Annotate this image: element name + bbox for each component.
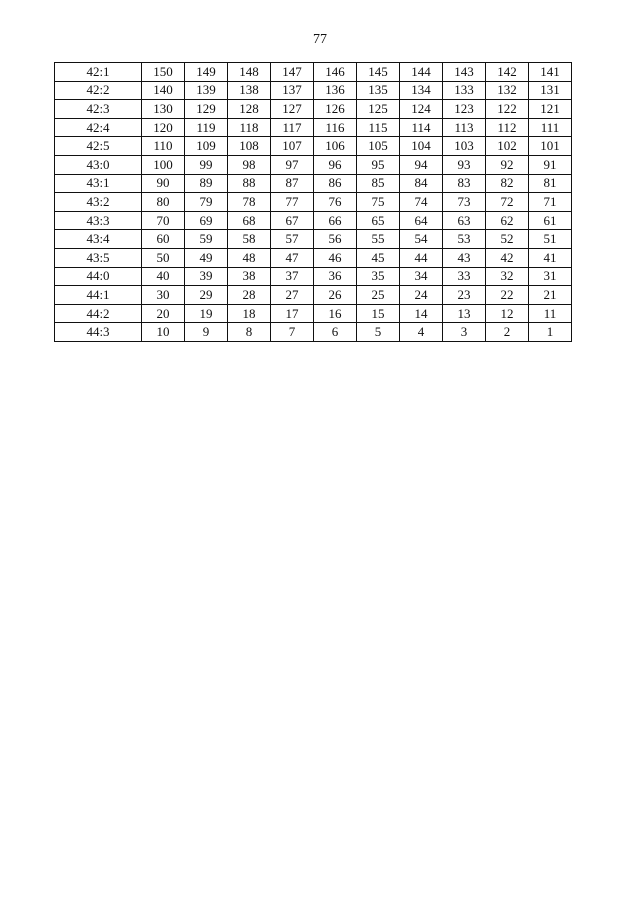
table-cell: 62 <box>486 211 529 230</box>
row-label-cell: 44:0 <box>55 267 142 286</box>
table-cell: 21 <box>529 286 572 305</box>
table-cell: 60 <box>142 230 185 249</box>
table-row <box>55 193 572 212</box>
table-cell: 24 <box>400 286 443 305</box>
row-label-cell: 43:5 <box>55 248 142 267</box>
table-cell: 76 <box>314 193 357 212</box>
table-cell: 131 <box>529 81 572 100</box>
table-cell: 50 <box>142 248 185 267</box>
table-cell: 101 <box>529 137 572 156</box>
row-label-cell: 42:4 <box>55 118 142 137</box>
table-cell: 87 <box>271 174 314 193</box>
table-cell: 83 <box>443 174 486 193</box>
table-cell: 49 <box>185 248 228 267</box>
table-cell: 64 <box>400 211 443 230</box>
table-cell: 8 <box>228 323 271 342</box>
table-cell: 4 <box>400 323 443 342</box>
table-cell: 25 <box>357 286 400 305</box>
table-cell: 128 <box>228 100 271 119</box>
row-label-cell: 42:3 <box>55 100 142 119</box>
table-cell: 82 <box>486 174 529 193</box>
table-cell: 19 <box>185 304 228 323</box>
table-cell: 80 <box>142 193 185 212</box>
table-cell: 147 <box>271 63 314 82</box>
table-cell: 12 <box>486 304 529 323</box>
table-cell: 115 <box>357 118 400 137</box>
table-cell: 30 <box>142 286 185 305</box>
table-cell: 63 <box>443 211 486 230</box>
table-cell: 112 <box>486 118 529 137</box>
table-cell: 46 <box>314 248 357 267</box>
table-row <box>55 137 572 156</box>
table-cell: 39 <box>185 267 228 286</box>
table-cell: 66 <box>314 211 357 230</box>
table-row <box>55 118 572 137</box>
table-cell: 150 <box>142 63 185 82</box>
table-cell: 121 <box>529 100 572 119</box>
row-label-cell: 43:4 <box>55 230 142 249</box>
table-row <box>55 100 572 119</box>
table-cell: 38 <box>228 267 271 286</box>
table-cell: 16 <box>314 304 357 323</box>
row-label-cell: 44:3 <box>55 323 142 342</box>
table-cell: 146 <box>314 63 357 82</box>
table-cell: 113 <box>443 118 486 137</box>
table-cell: 3 <box>443 323 486 342</box>
table-cell: 81 <box>529 174 572 193</box>
table-cell: 77 <box>271 193 314 212</box>
table-row <box>55 304 572 323</box>
table-cell: 117 <box>271 118 314 137</box>
table-cell: 59 <box>185 230 228 249</box>
table-cell: 102 <box>486 137 529 156</box>
table-cell: 108 <box>228 137 271 156</box>
table-cell: 111 <box>529 118 572 137</box>
table-cell: 72 <box>486 193 529 212</box>
table-cell: 18 <box>228 304 271 323</box>
row-label-cell: 43:2 <box>55 193 142 212</box>
table-cell: 26 <box>314 286 357 305</box>
table-cell: 45 <box>357 248 400 267</box>
table-row <box>55 81 572 100</box>
table-cell: 134 <box>400 81 443 100</box>
table-cell: 34 <box>400 267 443 286</box>
table-cell: 124 <box>400 100 443 119</box>
table-cell: 43 <box>443 248 486 267</box>
table-cell: 41 <box>529 248 572 267</box>
table-row <box>55 230 572 249</box>
table-cell: 37 <box>271 267 314 286</box>
data-table <box>54 62 572 342</box>
table-cell: 122 <box>486 100 529 119</box>
table-body <box>55 63 572 342</box>
table-cell: 52 <box>486 230 529 249</box>
table-cell: 149 <box>185 63 228 82</box>
table-cell: 84 <box>400 174 443 193</box>
table-cell: 9 <box>185 323 228 342</box>
table-cell: 36 <box>314 267 357 286</box>
table-cell: 75 <box>357 193 400 212</box>
table-cell: 73 <box>443 193 486 212</box>
table-cell: 58 <box>228 230 271 249</box>
table-cell: 88 <box>228 174 271 193</box>
table-cell: 11 <box>529 304 572 323</box>
table-cell: 44 <box>400 248 443 267</box>
table-cell: 15 <box>357 304 400 323</box>
table-cell: 99 <box>185 155 228 174</box>
table-cell: 116 <box>314 118 357 137</box>
table-cell: 74 <box>400 193 443 212</box>
table-cell: 7 <box>271 323 314 342</box>
table-cell: 139 <box>185 81 228 100</box>
table-cell: 119 <box>185 118 228 137</box>
table-cell: 56 <box>314 230 357 249</box>
table-cell: 53 <box>443 230 486 249</box>
table-cell: 6 <box>314 323 357 342</box>
table-cell: 67 <box>271 211 314 230</box>
table-cell: 85 <box>357 174 400 193</box>
table-cell: 40 <box>142 267 185 286</box>
table-cell: 92 <box>486 155 529 174</box>
row-label-cell: 44:1 <box>55 286 142 305</box>
row-label-cell: 43:3 <box>55 211 142 230</box>
table-cell: 138 <box>228 81 271 100</box>
table-cell: 104 <box>400 137 443 156</box>
table-cell: 68 <box>228 211 271 230</box>
table-cell: 133 <box>443 81 486 100</box>
table-cell: 27 <box>271 286 314 305</box>
table-cell: 54 <box>400 230 443 249</box>
table-cell: 91 <box>529 155 572 174</box>
table-cell: 103 <box>443 137 486 156</box>
table-cell: 31 <box>529 267 572 286</box>
table-cell: 98 <box>228 155 271 174</box>
table-cell: 145 <box>357 63 400 82</box>
table-cell: 97 <box>271 155 314 174</box>
table-cell: 1 <box>529 323 572 342</box>
table-cell: 42 <box>486 248 529 267</box>
table-cell: 20 <box>142 304 185 323</box>
table-cell: 114 <box>400 118 443 137</box>
table-cell: 96 <box>314 155 357 174</box>
table-cell: 28 <box>228 286 271 305</box>
table-cell: 35 <box>357 267 400 286</box>
table-cell: 57 <box>271 230 314 249</box>
table-cell: 70 <box>142 211 185 230</box>
table-cell: 79 <box>185 193 228 212</box>
page-number: 77 <box>313 32 327 47</box>
table-cell: 22 <box>486 286 529 305</box>
table-cell: 142 <box>486 63 529 82</box>
table-cell: 65 <box>357 211 400 230</box>
table-row <box>55 323 572 342</box>
table-cell: 110 <box>142 137 185 156</box>
table-cell: 69 <box>185 211 228 230</box>
table-cell: 14 <box>400 304 443 323</box>
table-row <box>55 211 572 230</box>
table-cell: 48 <box>228 248 271 267</box>
table-cell: 17 <box>271 304 314 323</box>
table-cell: 100 <box>142 155 185 174</box>
table-cell: 132 <box>486 81 529 100</box>
table-cell: 118 <box>228 118 271 137</box>
row-label-cell: 42:1 <box>55 63 142 82</box>
row-label-cell: 44:2 <box>55 304 142 323</box>
table-row <box>55 267 572 286</box>
table-row <box>55 174 572 193</box>
table-cell: 94 <box>400 155 443 174</box>
table-cell: 78 <box>228 193 271 212</box>
row-label-cell: 42:5 <box>55 137 142 156</box>
table-cell: 71 <box>529 193 572 212</box>
table-cell: 51 <box>529 230 572 249</box>
table-cell: 109 <box>185 137 228 156</box>
table-cell: 126 <box>314 100 357 119</box>
table-cell: 93 <box>443 155 486 174</box>
row-label-cell: 43:0 <box>55 155 142 174</box>
table-cell: 95 <box>357 155 400 174</box>
table-cell: 127 <box>271 100 314 119</box>
table-cell: 61 <box>529 211 572 230</box>
table-cell: 107 <box>271 137 314 156</box>
table-cell: 135 <box>357 81 400 100</box>
table-row <box>55 248 572 267</box>
table-cell: 5 <box>357 323 400 342</box>
table-cell: 125 <box>357 100 400 119</box>
table-cell: 136 <box>314 81 357 100</box>
table-cell: 10 <box>142 323 185 342</box>
table-cell: 89 <box>185 174 228 193</box>
table-cell: 144 <box>400 63 443 82</box>
row-label-cell: 42:2 <box>55 81 142 100</box>
row-label-cell: 43:1 <box>55 174 142 193</box>
table-cell: 137 <box>271 81 314 100</box>
table-cell: 130 <box>142 100 185 119</box>
table-cell: 23 <box>443 286 486 305</box>
table-cell: 86 <box>314 174 357 193</box>
table-cell: 143 <box>443 63 486 82</box>
table-cell: 105 <box>357 137 400 156</box>
table-cell: 140 <box>142 81 185 100</box>
table-cell: 55 <box>357 230 400 249</box>
table-row <box>55 155 572 174</box>
table-cell: 2 <box>486 323 529 342</box>
table-cell: 47 <box>271 248 314 267</box>
table-cell: 123 <box>443 100 486 119</box>
table-cell: 29 <box>185 286 228 305</box>
table-cell: 129 <box>185 100 228 119</box>
table-cell: 90 <box>142 174 185 193</box>
table-cell: 106 <box>314 137 357 156</box>
table-cell: 148 <box>228 63 271 82</box>
table-row <box>55 63 572 82</box>
table-cell: 13 <box>443 304 486 323</box>
table-cell: 141 <box>529 63 572 82</box>
table-row <box>55 286 572 305</box>
table-cell: 120 <box>142 118 185 137</box>
table-cell: 32 <box>486 267 529 286</box>
table-cell: 33 <box>443 267 486 286</box>
